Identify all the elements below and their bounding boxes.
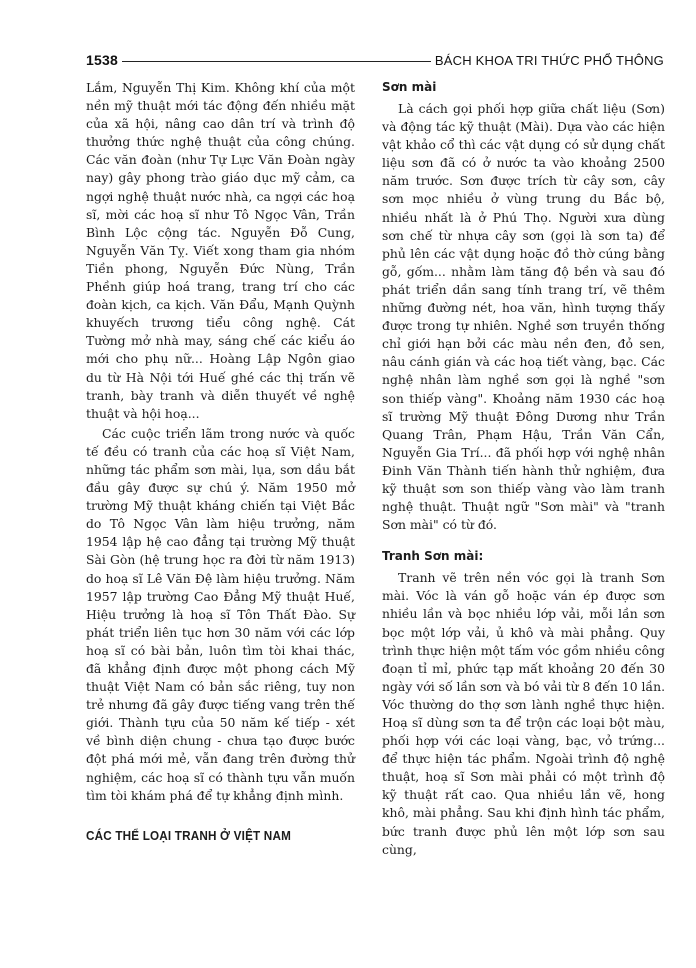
right-column — [382, 79, 665, 859]
body-paragraph: Là cách gọi phối hợp giữa chất liệu (Sơn) và động tác kỹ thuật (Mài). Dựa vào các hiện vật khảo cổ thì các vật dụng có sử dụng chất liệu sơn đã có ở nước ta vào khoảng 2500 năm trước. Sơn được trích từ cây sơn, cây sơn mọc nhiều ở vùng trung du Bắc bộ, nhiều nhất là ở Phú Thọ. Người xưa dùng sơn chế từ nhựa cây sơn (gọi là sơn ta) để phủ lên các vật dụng hoặc đồ thờ cúng bằng gỗ, gốm... nhằm làm tăng độ bền và sau đó phát triển dần sang tính trang trí, vẽ thêm những đường nét, hoa văn, hình tượng thấy được trong tự nhiên. Nghề sơn truyền thống chỉ giới hạn bởi các màu nền đen, đỏ sen, nâu cánh gián và các hoạ tiết vàng, bạc. Các nghệ nhân làm nghề sơn gọi là nghề "sơn son thiếp vàng". Khoảng năm 1930 các hoạ sĩ trường Mỹ thuật Đông Dương như Trần Quang Trân, Phạm Hậu, Trần Văn Cẩn, Nguyễn Gia Trí... đã phối hợp với nghệ nhân Đinh Văn Thành tiến hành thử nghiệm, đưa kỹ thuật sơn son thiếp vàng vào làm tranh nghệ thuật. Thuật ngữ "Sơn mài" và "tranh Sơn mài" có từ đó. — [382, 101, 665, 533]
body-paragraph: Lắm, Nguyễn Thị Kim. Không khí của một nền mỹ thuật mới tác động đến nhiều mặt của xã hội, nâng cao dân trí và trình độ thưởng thức nghệ thuật của công chúng. Các văn đoàn (như Tự Lực Văn Đoàn ngày nay) gây phong trào giáo dục mỹ cảm, ca ngợi nghệ thuật nước nhà, ca ngợi các hoạ sĩ, mời các hoạ sĩ như Tô Ngọc Vân, Trần Bình Lộc cộng tác. Nguyễn Đỗ Cung, Nguyễn Văn Tỵ. Viết xong tham gia nhóm Tiền phong, Nguyễn Đức Nùng, Trần Phềnh giúp hoá trang, trang trí cho các đoàn kịch, ca kịch. Văn Đẩu, Mạnh Quỳnh khuyếch trương tiểu công nghệ. Cát Tường mở nhà may, sáng chế các kiểu áo mới cho phụ nữ... Hoàng Lập Ngôn giao du từ Hà Nội tới Huế ghé các thị trấn vẽ tranh, bày tranh và diễn thuyết về nghệ thuật và hội hoạ... — [86, 80, 355, 421]
running-title: BÁCH KHOA TRI THỨC PHỔ THÔNG — [434, 52, 664, 68]
body-paragraph: Các cuộc triển lãm trong nước và quốc tế đều có tranh của các hoạ sĩ Việt Nam, những tác phẩm sơn mài, lụa, sơn dầu bắt đầu gây được sự chú ý. Năm 1950 mở trường Mỹ thuật kháng chiến tại Việt Bắc do Tô Ngọc Vân làm hiệu trưởng, năm 1954 lập hệ cao đẳng tại trường Mỹ thuật Sài Gòn (hệ trung học ra đời từ năm 1913) do hoạ sĩ Lê Văn Đệ làm hiệu trưởng. Năm 1957 lập trường Cao Đẳng Mỹ thuật Huế, Hiệu trưởng là hoạ sĩ Tôn Thất Đào. Sự phát triển liên tục hơn 30 năm với các lớp hoạ sĩ có bài bản, luôn tìm tòi khai thác, đã khẳng định được một phong cách Mỹ thuật Việt Nam có bản sắc riêng, tuy non trẻ nhưng đã gây được tiếng vang trên thế giới. Thành tựu của 50 năm kế tiếp - xét về bình diện chung - chưa tạo được bước đột phá mới mẻ, vẫn đang trên đường thử nghiệm, các hoạ sĩ có thành tựu vẫn muốn tìm tòi khám phá để tự khẳng định mình. — [86, 425, 355, 803]
header-rule — [122, 61, 431, 62]
page-number: 1538 — [86, 52, 118, 68]
subsection-heading-tranh-son-mai: Tranh Sơn mài: — [382, 549, 484, 564]
running-header — [86, 51, 664, 69]
body-paragraph: Tranh vẽ trên nền vóc gọi là tranh Sơn mài. Vóc là ván gỗ hoặc ván ép được sơn nhiều lần và bọc nhiều lớp vải, mỗi lần sơn bọc một lớp vải, ủ khô và mài phẳng. Quy trình thực hiện một tấm vóc gồm nhiều công đoạn tỉ mỉ, phức tạp mất khoảng 20 đến 30 ngày với số lần sơn và bó vải từ 8 đến 10 lần. Vóc thường do thợ sơn lành nghề thực hiện. Hoạ sĩ dùng sơn ta để trộn các loại bột màu, phối hợp với các loại vàng, bạc, vỏ trứng... để thực hiện tác phẩm. Ngoài trình độ nghệ thuật, hoạ sĩ Sơn mài phải có một trình độ kỹ thuật rất cao. Qua nhiều lần vẽ, hong khô, mài phẳng. Sau khi định hình tác phẩm, bức tranh được phủ lên một lớp sơn sau cùng, — [382, 570, 666, 857]
left-column — [86, 79, 355, 845]
section-heading: CÁC THỂ LOẠI TRANH Ở VIỆT NAM — [86, 827, 292, 843]
subsection-heading-son-mai: Sơn mài — [382, 80, 437, 94]
